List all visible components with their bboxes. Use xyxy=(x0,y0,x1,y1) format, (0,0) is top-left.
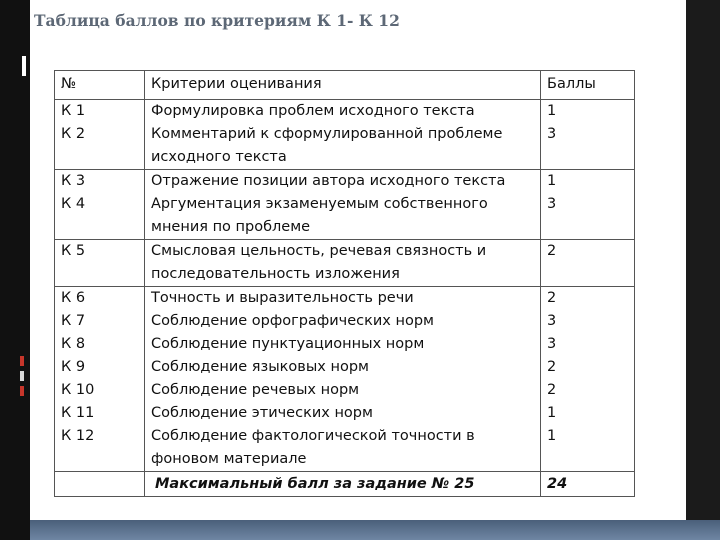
criteria-table xyxy=(54,70,635,497)
row-criterion: Соблюдение речевых норм xyxy=(145,379,541,402)
header-score: Баллы xyxy=(541,71,635,100)
table-row xyxy=(55,402,635,425)
marker-red xyxy=(20,356,24,366)
total-label: Максимальный балл за задание № 25 xyxy=(145,472,541,497)
table-row xyxy=(55,193,635,240)
row-score: 2 xyxy=(541,356,635,379)
table-row xyxy=(55,333,635,356)
row-criterion: Соблюдение фактологической точности в фоновом материале xyxy=(145,425,541,472)
row-criterion: Соблюдение языковых норм xyxy=(145,356,541,379)
row-number: К 11 xyxy=(55,402,145,425)
row-number: К 3 xyxy=(55,170,145,194)
row-score: 1 xyxy=(541,402,635,425)
header-criterion: Критерии оценивания xyxy=(145,71,541,100)
total-score: 24 xyxy=(541,472,635,497)
table-row xyxy=(55,310,635,333)
row-number: К 5 xyxy=(55,240,145,287)
row-number: К 8 xyxy=(55,333,145,356)
marker-red xyxy=(20,386,24,396)
row-criterion: Смысловая цельность, речевая связность и последовательность изложения xyxy=(145,240,541,287)
row-criterion: Соблюдение пунктуационных норм xyxy=(145,333,541,356)
row-score: 3 xyxy=(541,193,635,240)
table-header-row xyxy=(55,71,635,100)
table-row xyxy=(55,425,635,472)
row-score: 1 xyxy=(541,100,635,124)
total-empty-cell xyxy=(55,472,145,497)
row-score: 2 xyxy=(541,287,635,311)
table-row xyxy=(55,379,635,402)
table-row xyxy=(55,240,635,287)
row-criterion: Соблюдение этических норм xyxy=(145,402,541,425)
row-number: К 10 xyxy=(55,379,145,402)
header-number: № xyxy=(55,71,145,100)
row-criterion: Формулировка проблем исходного текста xyxy=(145,100,541,124)
row-criterion: Комментарий к сформулированной проблеме исходного текста xyxy=(145,123,541,170)
row-score: 2 xyxy=(541,240,635,287)
row-score: 2 xyxy=(541,379,635,402)
right-background xyxy=(686,0,720,540)
row-number: К 12 xyxy=(55,425,145,472)
row-number: К 9 xyxy=(55,356,145,379)
row-score: 1 xyxy=(541,425,635,472)
row-criterion: Соблюдение орфографических норм xyxy=(145,310,541,333)
row-criterion: Точность и выразительность речи xyxy=(145,287,541,311)
table-row xyxy=(55,170,635,194)
bottom-band xyxy=(30,520,720,540)
table-row xyxy=(55,100,635,124)
row-criterion: Отражение позиции автора исходного текста xyxy=(145,170,541,194)
row-number: К 2 xyxy=(55,123,145,170)
decorative-tab xyxy=(22,56,26,76)
row-score: 3 xyxy=(541,310,635,333)
row-score: 1 xyxy=(541,170,635,194)
row-number: К 4 xyxy=(55,193,145,240)
row-score: 3 xyxy=(541,123,635,170)
marker-gray xyxy=(20,371,24,381)
table-row xyxy=(55,287,635,311)
row-score: 3 xyxy=(541,333,635,356)
row-number: К 6 xyxy=(55,287,145,311)
table-row xyxy=(55,123,635,170)
row-number: К 7 xyxy=(55,310,145,333)
table-row xyxy=(55,356,635,379)
total-row xyxy=(55,472,635,497)
row-criterion: Аргументация экзаменуемым собственного мнения по проблеме xyxy=(145,193,541,240)
slide-title: Таблица баллов по критериям К 1- К 12 xyxy=(34,11,400,30)
row-number: К 1 xyxy=(55,100,145,124)
